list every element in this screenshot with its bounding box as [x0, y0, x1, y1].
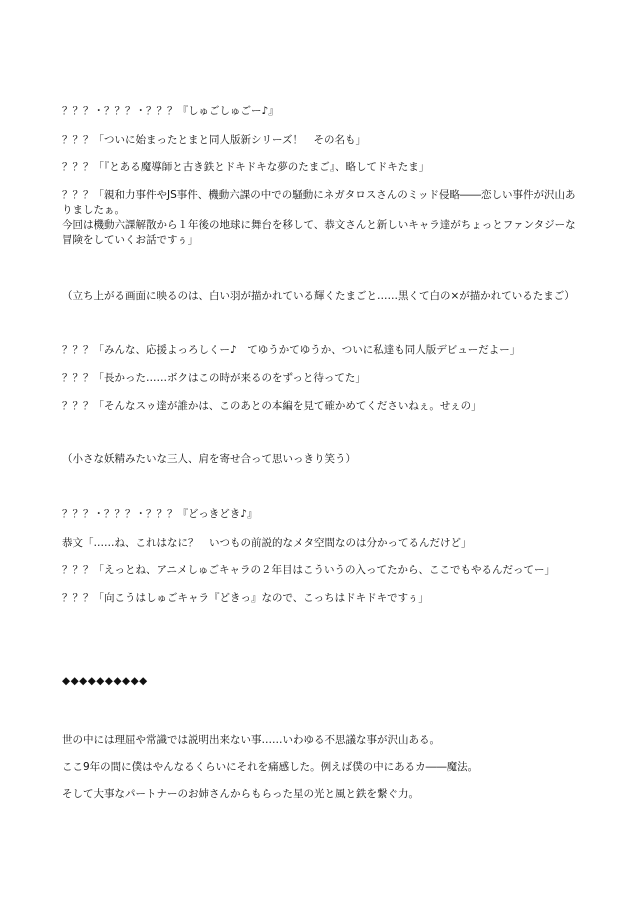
narration-line: ここ9年の間に僕はやんなるくらいにそれを痛感した。例えば僕の中にあるカ――魔法。 — [62, 761, 479, 773]
stage-direction: （小さな妖精みたいな三人、肩を寄せ合って思いっきり笑う） — [62, 453, 356, 465]
dialogue-line: ？？？「親和力事件やJS事件、機動六課の中での騒動にネガタロスさんのミッド侵略――恋しい事件が沢山ありましたぁ。 — [62, 189, 576, 216]
dialogue-line: ？？？「ついに始まったとまと同人版新シリーズ！ その名も」 — [62, 134, 366, 146]
section-divider: ◆◆◆◆◆◆◆◆◆◆ — [62, 675, 148, 687]
opening-chant: ？？？・？？？・？？？『しゅごしゅごー♪』 — [62, 105, 279, 117]
dialogue-line: ？？？「『とある魔導師と古き鉄とドキドキな夢のたまご』、略してドキたま」 — [62, 161, 430, 173]
dialogue-line: ？？？「長かった……ボクはこの時が来るのをずっと待ってた」 — [62, 372, 366, 384]
dialogue-line: 恭文「……ね、これはなに？ いつもの前説的なメタ空間なのは分かってるんだけど」 — [62, 537, 472, 549]
narration-line: そして大事なパートナーのお姉さんからもらった星の光と風と鉄を繋ぐ力。 — [62, 788, 419, 800]
dialogue-line: ？？？「みんな、応援よっろしくー♪ てゆうかてゆうか、ついに私達も同人版デビューだよー」 — [62, 344, 521, 356]
dialogue-line: ？？？「そんなスゥ達が誰かは、このあとの本編を見て確かめてくださいねぇ。せぇの」 — [62, 400, 482, 412]
dialogue-line: 今回は機動六課解散から１年後の地球に舞台を移して、恭文さんと新しいキャラ達がちょっとファンタジーな冒険をしていくお話ですぅ」 — [62, 219, 576, 246]
dialogue-line: ？？？「えっとね、アニメしゅごキャラの２年目はこういうの入ってたから、ここでもやるんだってー」 — [62, 564, 555, 576]
closing-chant: ？？？・？？？・？？？『どっきどき♪』 — [62, 508, 258, 520]
stage-direction: （立ち上がる画面に映るのは、白い羽が描かれている輝くたまごと……黒くて白の×が描かれているたまご） — [62, 290, 575, 302]
dialogue-line: ？？？「向こうはしゅごキャラ『どきっ』なので、こっちはドキドキですぅ」 — [62, 592, 429, 604]
narration-line: 世の中には理屈や常識では説明出来ない事……いわゆる不思議な事が沢山ある。 — [62, 734, 440, 746]
